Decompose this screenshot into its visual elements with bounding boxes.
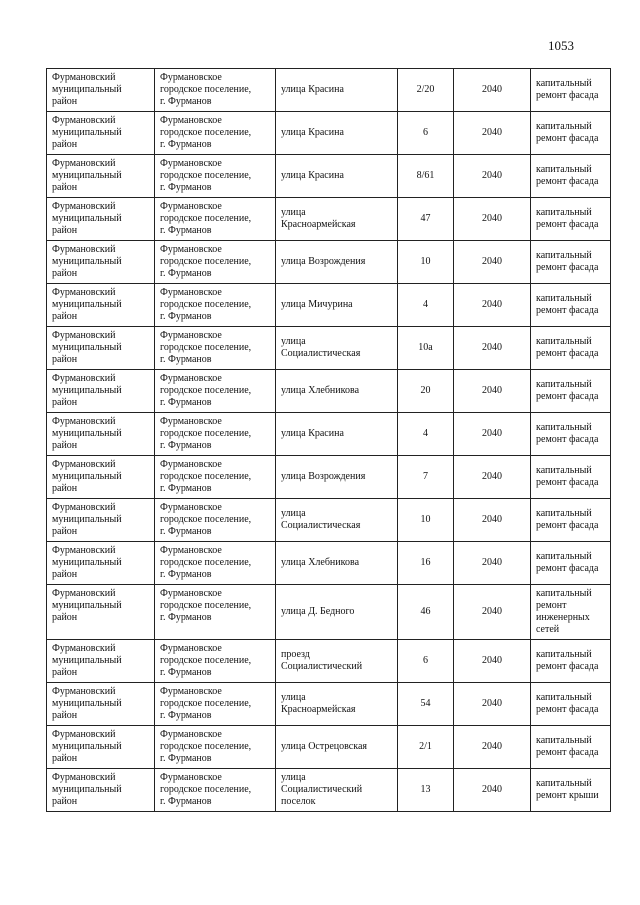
district-cell xyxy=(47,370,155,413)
work-type-cell xyxy=(531,499,611,542)
year-cell xyxy=(454,112,531,155)
settlement-cell xyxy=(155,112,276,155)
year-cell-text: 2040 xyxy=(482,557,502,568)
street-cell-text: улица Возрождения xyxy=(281,256,366,267)
work-type-cell-text: капитальный ремонт фасада xyxy=(536,551,599,574)
district-cell xyxy=(47,499,155,542)
district-cell xyxy=(47,69,155,112)
district-cell xyxy=(47,241,155,284)
settlement-cell-text: Фурмановское городское поселение, г. Фурманов xyxy=(160,330,252,365)
work-type-cell xyxy=(531,726,611,769)
district-cell xyxy=(47,284,155,327)
year-cell xyxy=(454,726,531,769)
house-number-cell xyxy=(398,155,454,198)
house-number-cell xyxy=(398,585,454,640)
table-row xyxy=(47,456,611,499)
settlement-cell-text: Фурмановское городское поселение, г. Фурманов xyxy=(160,643,252,678)
work-type-cell-text: капитальный ремонт фасада xyxy=(536,121,599,144)
year-cell xyxy=(454,683,531,726)
settlement-cell xyxy=(155,456,276,499)
street-cell-text: улица Хлебникова xyxy=(281,385,360,396)
street-cell xyxy=(276,413,398,456)
settlement-cell xyxy=(155,542,276,585)
settlement-cell xyxy=(155,69,276,112)
street-cell xyxy=(276,769,398,812)
year-cell-text: 2040 xyxy=(482,299,502,310)
settlement-cell xyxy=(155,499,276,542)
work-type-cell-text: капитальный ремонт фасада xyxy=(536,336,599,359)
settlement-cell-text: Фурмановское городское поселение, г. Фурманов xyxy=(160,772,252,807)
work-type-cell-text: капитальный ремонт фасада xyxy=(536,250,599,273)
district-cell xyxy=(47,585,155,640)
district-cell-text: Фурмановский муниципальный район xyxy=(52,502,122,537)
work-type-cell xyxy=(531,640,611,683)
work-type-cell xyxy=(531,69,611,112)
house-number-cell xyxy=(398,198,454,241)
year-cell xyxy=(454,284,531,327)
year-cell-text: 2040 xyxy=(482,655,502,666)
district-cell-text: Фурмановский муниципальный район xyxy=(52,330,122,365)
year-cell-text: 2040 xyxy=(482,606,502,617)
street-cell-text: улица Д. Бедного xyxy=(281,606,355,617)
district-cell xyxy=(47,683,155,726)
year-cell xyxy=(454,198,531,241)
settlement-cell-text: Фурмановское городское поселение, г. Фурманов xyxy=(160,244,252,279)
settlement-cell-text: Фурмановское городское поселение, г. Фурманов xyxy=(160,545,252,580)
work-type-cell-text: капитальный ремонт фасада xyxy=(536,422,599,445)
year-cell-text: 2040 xyxy=(482,428,502,439)
work-type-cell-text: капитальный ремонт фасада xyxy=(536,735,599,758)
table-row xyxy=(47,112,611,155)
district-cell-text: Фурмановский муниципальный район xyxy=(52,588,122,623)
table-row xyxy=(47,370,611,413)
settlement-cell xyxy=(155,241,276,284)
district-cell xyxy=(47,413,155,456)
table-row xyxy=(47,241,611,284)
street-cell xyxy=(276,241,398,284)
street-cell-text: улица Социалистическая xyxy=(281,508,361,531)
table-row xyxy=(47,284,611,327)
settlement-cell xyxy=(155,198,276,241)
district-cell-text: Фурмановский муниципальный район xyxy=(52,201,122,236)
house-number-cell-text: 10а xyxy=(418,342,433,353)
district-cell-text: Фурмановский муниципальный район xyxy=(52,158,122,193)
house-number-cell xyxy=(398,69,454,112)
street-cell-text: улица Красина xyxy=(281,170,344,181)
street-cell-text: улица Красноармейская xyxy=(281,692,356,715)
work-type-cell xyxy=(531,542,611,585)
work-type-cell-text: капитальный ремонт крыши xyxy=(536,778,599,801)
work-type-cell-text: капитальный ремонт фасада xyxy=(536,465,599,488)
settlement-cell-text: Фурмановское городское поселение, г. Фурманов xyxy=(160,459,252,494)
street-cell-text: улица Красина xyxy=(281,428,344,439)
street-cell-text: улица Возрождения xyxy=(281,471,366,482)
district-cell-text: Фурмановский муниципальный район xyxy=(52,459,122,494)
work-type-cell xyxy=(531,241,611,284)
work-type-cell xyxy=(531,327,611,370)
settlement-cell-text: Фурмановское городское поселение, г. Фурманов xyxy=(160,115,252,150)
table-row xyxy=(47,198,611,241)
year-cell xyxy=(454,769,531,812)
table-row xyxy=(47,413,611,456)
house-number-cell-text: 16 xyxy=(420,557,431,568)
district-cell-text: Фурмановский муниципальный район xyxy=(52,115,122,150)
street-cell xyxy=(276,69,398,112)
house-number-cell-text: 2/20 xyxy=(416,84,435,95)
street-cell xyxy=(276,198,398,241)
street-cell xyxy=(276,155,398,198)
house-number-cell xyxy=(398,241,454,284)
settlement-cell xyxy=(155,370,276,413)
work-type-cell-text: капитальный ремонт фасада xyxy=(536,293,599,316)
table-row xyxy=(47,585,611,640)
year-cell xyxy=(454,585,531,640)
settlement-cell-text: Фурмановское городское поселение, г. Фурманов xyxy=(160,201,252,236)
year-cell xyxy=(454,640,531,683)
district-cell-text: Фурмановский муниципальный район xyxy=(52,72,122,107)
street-cell-text: улица Красина xyxy=(281,84,344,95)
street-cell-text: улица Социалистический поселок xyxy=(281,772,363,807)
year-cell-text: 2040 xyxy=(482,514,502,525)
work-type-cell xyxy=(531,155,611,198)
year-cell-text: 2040 xyxy=(482,213,502,224)
house-number-cell xyxy=(398,112,454,155)
house-number-cell xyxy=(398,542,454,585)
house-number-cell xyxy=(398,683,454,726)
street-cell-text: улица Хлебникова xyxy=(281,557,360,568)
settlement-cell-text: Фурмановское городское поселение, г. Фурманов xyxy=(160,588,252,623)
house-number-cell-text: 6 xyxy=(423,655,428,666)
district-cell xyxy=(47,456,155,499)
district-cell-text: Фурмановский муниципальный район xyxy=(52,772,122,807)
work-type-cell-text: капитальный ремонт фасада xyxy=(536,508,599,531)
settlement-cell xyxy=(155,585,276,640)
district-cell xyxy=(47,542,155,585)
house-number-cell-text: 7 xyxy=(423,471,428,482)
district-cell-text: Фурмановский муниципальный район xyxy=(52,373,122,408)
table-row xyxy=(47,155,611,198)
street-cell xyxy=(276,640,398,683)
year-cell xyxy=(454,327,531,370)
district-cell xyxy=(47,327,155,370)
repair-schedule-table xyxy=(46,68,611,812)
street-cell xyxy=(276,542,398,585)
district-cell-text: Фурмановский муниципальный район xyxy=(52,643,122,678)
street-cell xyxy=(276,499,398,542)
district-cell-text: Фурмановский муниципальный район xyxy=(52,545,122,580)
year-cell-text: 2040 xyxy=(482,784,502,795)
district-cell xyxy=(47,640,155,683)
street-cell-text: улица Красина xyxy=(281,127,344,138)
work-type-cell-text: капитальный ремонт фасада xyxy=(536,207,599,230)
table-row xyxy=(47,542,611,585)
year-cell-text: 2040 xyxy=(482,342,502,353)
year-cell-text: 2040 xyxy=(482,256,502,267)
year-cell-text: 2040 xyxy=(482,741,502,752)
settlement-cell xyxy=(155,155,276,198)
house-number-cell xyxy=(398,640,454,683)
settlement-cell-text: Фурмановское городское поселение, г. Фурманов xyxy=(160,72,252,107)
district-cell-text: Фурмановский муниципальный район xyxy=(52,686,122,721)
house-number-cell-text: 4 xyxy=(423,428,428,439)
street-cell xyxy=(276,683,398,726)
year-cell xyxy=(454,69,531,112)
settlement-cell xyxy=(155,413,276,456)
work-type-cell xyxy=(531,112,611,155)
settlement-cell xyxy=(155,284,276,327)
year-cell xyxy=(454,456,531,499)
work-type-cell-text: капитальный ремонт инженерных сетей xyxy=(536,588,592,635)
street-cell xyxy=(276,456,398,499)
house-number-cell xyxy=(398,726,454,769)
year-cell-text: 2040 xyxy=(482,84,502,95)
house-number-cell xyxy=(398,769,454,812)
district-cell xyxy=(47,198,155,241)
district-cell-text: Фурмановский муниципальный район xyxy=(52,287,122,322)
district-cell xyxy=(47,726,155,769)
year-cell xyxy=(454,542,531,585)
settlement-cell-text: Фурмановское городское поселение, г. Фурманов xyxy=(160,416,252,451)
district-cell-text: Фурмановский муниципальный район xyxy=(52,244,122,279)
settlement-cell-text: Фурмановское городское поселение, г. Фурманов xyxy=(160,686,252,721)
street-cell xyxy=(276,327,398,370)
table-row xyxy=(47,499,611,542)
work-type-cell xyxy=(531,413,611,456)
district-cell-text: Фурмановский муниципальный район xyxy=(52,416,122,451)
work-type-cell-text: капитальный ремонт фасада xyxy=(536,692,599,715)
house-number-cell xyxy=(398,413,454,456)
house-number-cell-text: 20 xyxy=(420,385,431,396)
work-type-cell-text: капитальный ремонт фасада xyxy=(536,379,599,402)
street-cell-text: улица Острецовская xyxy=(281,741,367,752)
house-number-cell xyxy=(398,327,454,370)
table-row xyxy=(47,327,611,370)
page-number: 1053 xyxy=(548,38,574,53)
district-cell xyxy=(47,112,155,155)
district-cell xyxy=(47,155,155,198)
work-type-cell xyxy=(531,769,611,812)
house-number-cell-text: 8/61 xyxy=(416,170,435,181)
work-type-cell xyxy=(531,370,611,413)
settlement-cell-text: Фурмановское городское поселение, г. Фурманов xyxy=(160,373,252,408)
house-number-cell-text: 6 xyxy=(423,127,428,138)
house-number-cell-text: 4 xyxy=(423,299,428,310)
year-cell xyxy=(454,370,531,413)
street-cell xyxy=(276,370,398,413)
table-row xyxy=(47,683,611,726)
street-cell-text: улица Социалистическая xyxy=(281,336,361,359)
street-cell xyxy=(276,726,398,769)
house-number-cell xyxy=(398,499,454,542)
settlement-cell xyxy=(155,683,276,726)
house-number-cell-text: 13 xyxy=(420,784,431,795)
house-number-cell xyxy=(398,370,454,413)
settlement-cell xyxy=(155,726,276,769)
work-type-cell xyxy=(531,683,611,726)
street-cell xyxy=(276,585,398,640)
year-cell xyxy=(454,155,531,198)
year-cell-text: 2040 xyxy=(482,170,502,181)
work-type-cell xyxy=(531,585,611,640)
year-cell xyxy=(454,241,531,284)
street-cell xyxy=(276,112,398,155)
settlement-cell-text: Фурмановское городское поселение, г. Фурманов xyxy=(160,158,252,193)
house-number-cell-text: 10 xyxy=(420,514,431,525)
settlement-cell-text: Фурмановское городское поселение, г. Фурманов xyxy=(160,502,252,537)
table-row xyxy=(47,640,611,683)
house-number-cell-text: 2/1 xyxy=(419,741,432,752)
street-cell-text: улица Мичурина xyxy=(281,299,353,310)
year-cell-text: 2040 xyxy=(482,127,502,138)
year-cell-text: 2040 xyxy=(482,698,502,709)
settlement-cell xyxy=(155,327,276,370)
work-type-cell-text: капитальный ремонт фасада xyxy=(536,78,599,101)
house-number-cell xyxy=(398,456,454,499)
work-type-cell-text: капитальный ремонт фасада xyxy=(536,649,599,672)
house-number-cell-text: 47 xyxy=(420,213,431,224)
table-row xyxy=(47,69,611,112)
settlement-cell-text: Фурмановское городское поселение, г. Фурманов xyxy=(160,729,252,764)
table-body xyxy=(47,69,611,812)
street-cell xyxy=(276,284,398,327)
year-cell xyxy=(454,413,531,456)
street-cell-text: проезд Социалистический xyxy=(281,649,363,672)
work-type-cell-text: капитальный ремонт фасада xyxy=(536,164,599,187)
work-type-cell xyxy=(531,198,611,241)
house-number-cell-text: 46 xyxy=(420,606,431,617)
year-cell xyxy=(454,499,531,542)
settlement-cell xyxy=(155,769,276,812)
house-number-cell-text: 54 xyxy=(420,698,431,709)
district-cell-text: Фурмановский муниципальный район xyxy=(52,729,122,764)
year-cell-text: 2040 xyxy=(482,385,502,396)
table-row xyxy=(47,726,611,769)
house-number-cell xyxy=(398,284,454,327)
district-cell xyxy=(47,769,155,812)
table-row xyxy=(47,769,611,812)
settlement-cell xyxy=(155,640,276,683)
street-cell-text: улица Красноармейская xyxy=(281,207,356,230)
settlement-cell-text: Фурмановское городское поселение, г. Фурманов xyxy=(160,287,252,322)
work-type-cell xyxy=(531,284,611,327)
year-cell-text: 2040 xyxy=(482,471,502,482)
house-number-cell-text: 10 xyxy=(420,256,431,267)
work-type-cell xyxy=(531,456,611,499)
